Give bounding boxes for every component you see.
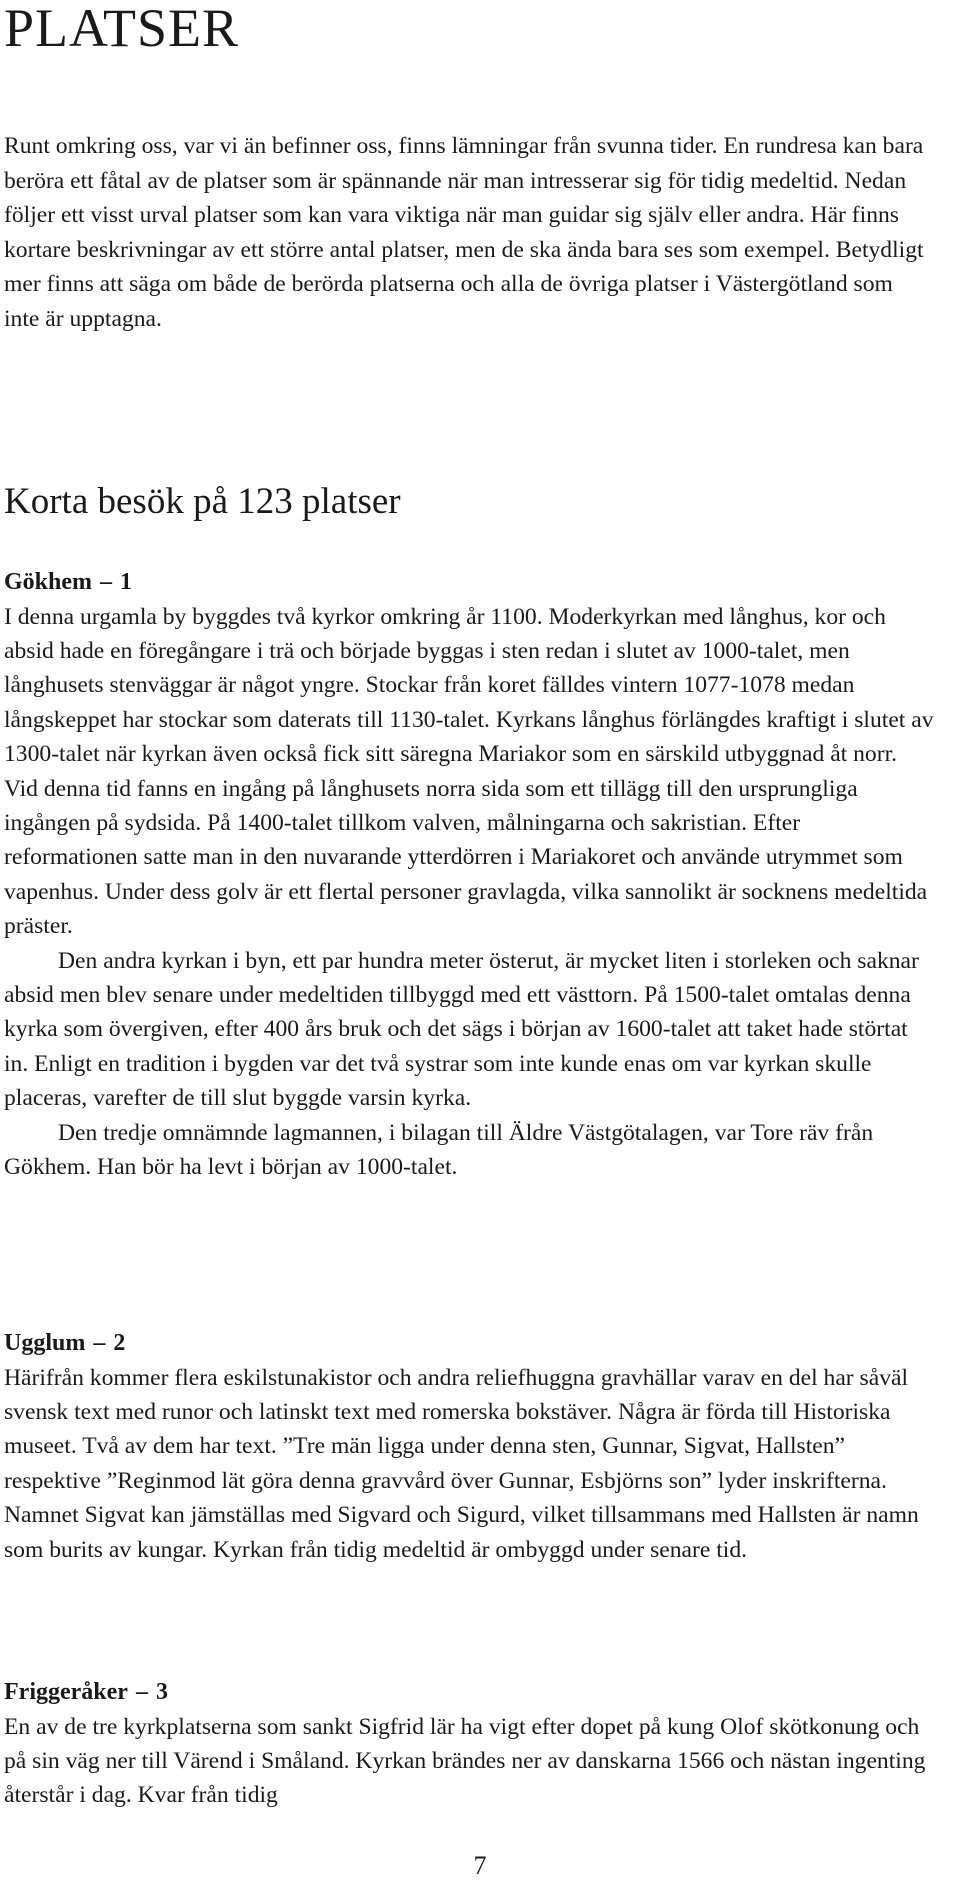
place-number: 1 [120, 569, 133, 595]
place-title [4, 1675, 934, 1710]
title-dash: – [93, 1330, 106, 1356]
place-title [4, 1326, 934, 1361]
page-number: 7 [473, 1851, 487, 1880]
place-title [4, 565, 934, 600]
title-dash: – [135, 1679, 148, 1705]
place-name: Ugglum [4, 1330, 86, 1356]
place-paragraph: Den andra kyrkan i byn, ett par hundra meter österut, är mycket liten i storleken och saknar absid men blev senare under medeltiden tillbyggd med ett västtorn. På 1500-talet omtalas denna kyrka som övergiven, efter 400 års bruk och det sägs i början av 1600-talet att taket hade störtat in. Enligt en tradition i bygden var det två systrar som inte kunde enas om var kyrkan skulle placeras, varefter de till slut byggde varsin kyrka. [4, 947, 919, 1112]
place-entry-gokhem [4, 565, 934, 1185]
chapter-title: PLATSER [4, 0, 240, 58]
place-name: Gökhem [4, 569, 93, 595]
place-paragraph: Den tredje omnämnde lagmannen, i bilagan till Äldre Västgötalagen, var Tore räv från Gökhem. Han bör ha levt i början av 1000-talet. [4, 1119, 874, 1181]
title-dash: – [100, 569, 113, 595]
section-heading: Korta besök på 123 platser [4, 481, 401, 522]
place-entry-friggeraker [4, 1675, 934, 1813]
place-number: 2 [113, 1330, 126, 1356]
intro-paragraph: Runt omkring oss, var vi än befinner oss, finns lämningar från svunna tider. En rundresa kan bara beröra ett fåtal av de platser som är spännande när man intresserar sig för tidig medeltid. Nedan följer ett visst urval platser som kan vara viktiga när man guidar sig själv eller andra. Här finns kortare beskrivningar av ett större antal platser, men de ska ända bara ses som exempel. Betydligt mer finns att säga om både de berörda platserna och alla de övriga platser i Västergötland som inte är upptagna. [4, 133, 924, 332]
place-entry-ugglum [4, 1326, 934, 1567]
place-paragraph: I denna urgamla by byggdes två kyrkor omkring år 1100. Moderkyrkan med långhus, kor och absid hade en föregångare i trä och började byggas i sten redan i slutet av 1000-talet, men långhusets stenväggar är något yngre. Stockar från koret fälldes vintern 1077-1078 medan långskeppet har stockar som daterats till 1130-talet. Kyrkans långhus förlängdes kraftigt i slutet av 1300-talet när kyrkan även också fick sitt säregna Mariakor som en särskild utbyggnad åt norr. Vid denna tid fanns en ingång på långhusets norra sida som ett tillägg till den ursprungliga ingången på sydsida. På 1400-talet tillkom valven, målningarna och sakristian. Efter reformationen satte man in den nuvarande ytterdörren i Mariakoret och använde utrymmet som vapenhus. Under dess golv är ett flertal personer gravlagda, vilka sannolikt är socknens medeltida präster. [4, 603, 934, 940]
place-paragraph: En av de tre kyrkplatserna som sankt Sigfrid lär ha vigt efter dopet på kung Olof skötkonung och på sin väg ner till Värend i Småland. Kyrkan brändes ner av danskarna 1566 och nästan ingenting återstår i dag. Kvar från tidig [4, 1713, 926, 1809]
place-paragraph: Härifrån kommer flera eskilstunakistor och andra reliefhuggna gravhällar varav en del har såväl svensk text med runor och latinskt text med romerska bokstäver. Några är förda till Historiska museet. Två av dem har text. ”Tre män ligga under denna sten, Gunnar, Sigvat, Hallsten” respektive ”Reginmod lät göra denna gravvård över Gunnar, Esbjörns son” lyder inskrifterna. Namnet Sigvat kan jämställas med Sigvard och Sigurd, vilket tillsammans med Hallsten är namn som burits av kungar. Kyrkan från tidig medeltid är ombyggd under senare tid. [4, 1364, 919, 1563]
place-name: Friggeråker [4, 1679, 128, 1705]
place-number: 3 [155, 1679, 168, 1705]
